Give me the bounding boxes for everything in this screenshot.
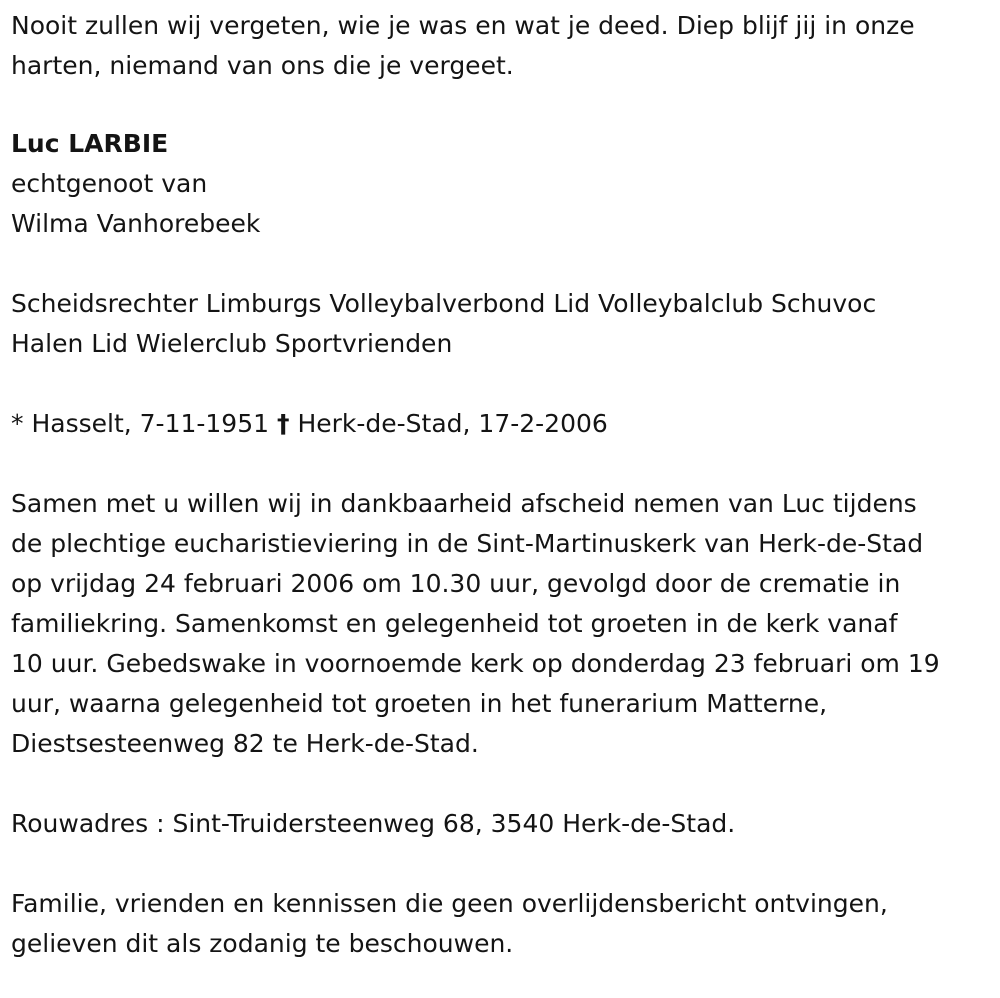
cross-icon: † [276, 409, 290, 438]
intro-paragraph [11, 6, 1000, 86]
intro-line: Nooit zullen wij vergeten, wie je was en wat je deed. Diep blijf jij in onze [11, 11, 915, 40]
ceremony-line: Samen met u willen wij in dankbaarheid afscheid nemen van Luc tijdens [11, 489, 917, 518]
ceremony-line: Diestsesteenweg 82 te Herk-de-Stad. [11, 729, 479, 758]
spouse-name: Wilma Vanhorebeek [11, 209, 261, 238]
birth-info: * Hasselt, 7-11-1951 [11, 409, 270, 438]
ceremony-line: 10 uur. Gebedswake in voornoemde kerk op donderdag 23 februari om 19 [11, 649, 940, 678]
ceremony-line: uur, waarna gelegenheid tot groeten in het funerarium Matterne, [11, 689, 828, 718]
ceremony-line: familiekring. Samenkomst en gelegenheid tot groeten in de kerk vanaf [11, 609, 898, 638]
mourning-address: Rouwadres : Sint-Truidersteenweg 68, 3540 Herk-de-Stad. [11, 809, 736, 838]
ceremony-line: op vrijdag 24 februari 2006 om 10.30 uur, gevolgd door de crematie in [11, 569, 901, 598]
death-info: Herk-de-Stad, 17-2-2006 [297, 409, 608, 438]
affiliations-paragraph [11, 284, 1000, 364]
ceremony-paragraph [11, 484, 1000, 764]
closing-line: Familie, vrienden en kennissen die geen overlijdensbericht ontvingen, [11, 889, 888, 918]
affiliation-line: Scheidsrechter Limburgs Volleybalverbond Lid Volleybalclub Schuvoc [11, 289, 877, 318]
closing-line: gelieven dit als zodanig te beschouwen. [11, 929, 514, 958]
ceremony-line: de plechtige eucharistieviering in de Sint-Martinuskerk van Herk-de-Stad [11, 529, 924, 558]
intro-line: harten, niemand van ons die je vergeet. [11, 51, 514, 80]
closing-paragraph [11, 884, 1000, 964]
affiliation-line: Halen Lid Wielerclub Sportvrienden [11, 329, 453, 358]
deceased-name: Luc LARBIE [11, 129, 169, 158]
life-dates [11, 404, 1000, 444]
relation-label: echtgenoot van [11, 169, 208, 198]
